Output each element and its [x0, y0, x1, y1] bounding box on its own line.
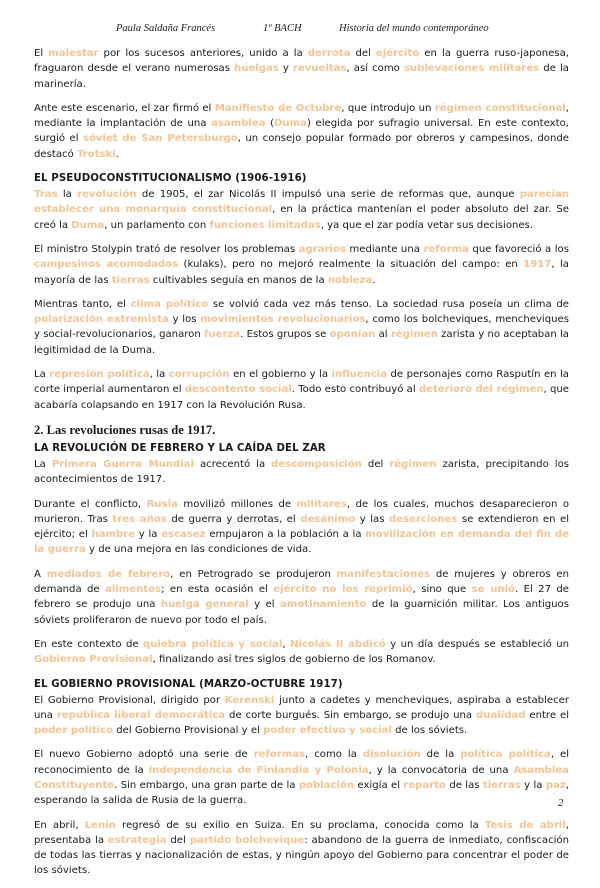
text-run: regresó de su exilio en Suiza. En su proclama, conocida como la [115, 819, 485, 831]
highlighted-term: disolución [362, 749, 421, 761]
text-run: de las [445, 779, 483, 791]
highlighted-term: campesinos acomodados [34, 259, 179, 271]
text-run: , un parlamento con [104, 219, 210, 231]
text-run: zarista y no aceptaban la legitimidad de la Duma. [34, 329, 569, 356]
highlighted-term: Duma [71, 219, 105, 231]
text-run: entre el [525, 709, 569, 721]
highlighted-term: funciones limitadas [209, 219, 321, 231]
highlighted-term: deterioro del régimen [418, 384, 544, 396]
highlighted-term: huelga general [160, 599, 249, 611]
text-run: , que acabaría colapsando en 1917 con la Revolución Rusa. [34, 384, 569, 411]
highlighted-term: fuerza [204, 329, 241, 341]
text-run: en el gobierno y la [229, 369, 332, 381]
text-run: , mediante la implantación de una [34, 102, 569, 130]
highlighted-term: partido bolchevique [189, 834, 305, 846]
highlighted-term: dualidad [476, 709, 526, 721]
text-run: . Todo esto contribuyó al [291, 384, 419, 396]
highlighted-term: movilización en demanda del fin de la guerra [34, 529, 569, 556]
text-run: , esperando la salida de Rusia de la guerra. [34, 779, 569, 807]
highlighted-term: Kerenski [224, 694, 275, 706]
text-run: por los sucesos anteriores, unido a la [98, 48, 308, 59]
text-run: El [34, 48, 49, 59]
text-run: y los [168, 314, 201, 326]
highlighted-term: deserciones [389, 513, 458, 525]
highlighted-term: revueltas [292, 63, 347, 75]
paragraph [34, 497, 569, 558]
highlighted-term: Asamblea Constituyente [34, 764, 569, 791]
highlighted-term: polarización extremista [34, 314, 169, 326]
text-run: , en Petrogrado se produjeron [170, 568, 337, 580]
highlighted-term: asamblea [211, 118, 266, 130]
text-run: la [57, 189, 78, 201]
highlighted-term: reforma [423, 243, 469, 255]
text-run: al [375, 329, 391, 341]
highlighted-term: alimentos [105, 584, 162, 596]
text-run: , finalizando así tres siglos de gobierno de los Romanov. [152, 654, 436, 666]
highlighted-term: clima político [130, 298, 209, 310]
text-run: En abril, [34, 819, 85, 831]
text-run: del [361, 458, 390, 470]
text-run: que favoreció a los [468, 243, 569, 255]
highlighted-term: revolución [77, 189, 137, 201]
highlighted-term: represión política [49, 369, 150, 381]
paragraph [34, 101, 569, 162]
highlighted-term: Lenin [84, 819, 116, 831]
text-run: La [34, 369, 50, 381]
highlighted-term: Nicolás II abdicó [290, 638, 386, 650]
highlighted-term: oponían [329, 329, 376, 341]
text-run: de guerra y derrotas, el [166, 513, 301, 525]
subsection-heading: EL PSEUDOCONSTITUCIONALISMO (1906-1916) [34, 173, 307, 185]
text-run: Ante este escenario, el zar firmó el [34, 102, 215, 114]
highlighted-term: mediados de febrero [46, 568, 171, 580]
text-run: La [34, 458, 52, 470]
text-run: se volvió cada vez más tenso. La sociedad rusa poseía un clima de [208, 298, 569, 310]
text-run: Durante el conflicto, [34, 498, 147, 510]
paragraph [34, 693, 569, 739]
text-run: , así como [346, 63, 404, 75]
text-run: , en la práctica mantenían el poder absoluto del zar. Se creó la [34, 204, 570, 231]
text-run: , y la convocatoria de una [368, 764, 514, 776]
highlighted-term: república liberal democrática [56, 709, 226, 721]
highlighted-term: régimen constitucional [434, 102, 566, 114]
paragraph [34, 242, 569, 288]
highlighted-term: Primera Guerra Mundial [51, 458, 194, 470]
paragraph [34, 818, 569, 879]
text-run: . [372, 274, 376, 286]
text-run: movilizó millones de [177, 498, 297, 510]
highlighted-term: agrarios [298, 243, 346, 255]
text-run: de personajes como Rasputín en la corte imperial aumentaron el [34, 369, 569, 396]
text-run: de mujeres y obreros en demanda de [34, 568, 570, 596]
text-run: del [350, 48, 376, 59]
text-run: de la guarnición militar. Los antiguos sóviets proliferaron de nuevo por todo el país. [34, 599, 569, 626]
text-run: y la [135, 529, 162, 541]
highlighted-term: movimientos revolucionarios [200, 314, 366, 326]
highlighted-term: régimen [389, 458, 437, 470]
highlighted-term: tierras [482, 779, 521, 791]
text-run: de la [420, 749, 461, 761]
text-run: y el [248, 599, 281, 611]
highlighted-term: 1917 [523, 259, 552, 271]
highlighted-term: ejército no los reprimió [273, 584, 413, 596]
highlighted-term: poder efectivo y social [263, 725, 392, 737]
text-run: , como la [305, 749, 363, 761]
paragraph [34, 297, 569, 358]
text-run: El nuevo Gobierno adoptó una serie de [34, 749, 254, 761]
header-course: 1º BACH [263, 23, 302, 34]
highlighted-term: política política [460, 749, 551, 761]
text-run: mediante una [345, 243, 424, 255]
document-body [34, 46, 569, 888]
text-run: zarista, precipitando los acontecimientos de 1917. [34, 458, 570, 486]
highlighted-term: malestar [48, 48, 99, 59]
text-run: empujaron a la población a la [205, 529, 366, 541]
text-run: en la guerra ruso-japonesa, fraguaron desde el verano numerosas [34, 48, 570, 75]
paragraph [34, 567, 569, 628]
text-run: (kulaks), pero no mejoró realmente la situación del campo: en [178, 259, 524, 271]
highlighted-term: estrategia [107, 834, 167, 846]
highlighted-term: nobleza [327, 274, 373, 286]
text-run: de los sóviets. [391, 725, 468, 737]
text-run: . El 27 de febrero se produjo una [34, 584, 569, 611]
text-run: ) elegida por sufragio universal. En este contexto, surgió el [34, 118, 569, 145]
text-run: . Sin embargo, una gran parte de la [114, 779, 299, 791]
page-number: 2 [558, 798, 564, 809]
text-run: , presentaba la [34, 819, 569, 846]
text-run: del [166, 834, 190, 846]
text-run: cultivables seguía en manos de la [149, 274, 328, 286]
text-run: exigía el [354, 779, 404, 791]
highlighted-term: paz [545, 779, 566, 791]
text-run: de corte burgués. Sin embargo, se produjo una [225, 709, 477, 721]
highlighted-term: independencia de Finlandia y Polonia [148, 764, 369, 776]
text-run: de la marinería. [34, 63, 569, 90]
text-run: junto a cadetes y mencheviques, aspiraba a establecer una [34, 694, 569, 721]
text-run: y un día después se estableció un [385, 638, 569, 650]
highlighted-term: tierras [111, 274, 150, 286]
paragraph [34, 637, 569, 668]
highlighted-term: quiebra política y social [143, 638, 283, 650]
section-heading: 2. Las revoluciones rusas de 1917. [34, 422, 216, 437]
highlighted-term: amotinamiento [280, 599, 367, 611]
highlighted-term: Tras [34, 189, 58, 201]
highlighted-term: descomposición [271, 458, 362, 470]
highlighted-term: régimen [390, 329, 438, 341]
text-run: . Estos grupos se [240, 329, 330, 341]
highlighted-term: derrota [307, 48, 351, 59]
text-run: y la [520, 779, 546, 791]
highlighted-term: población [298, 779, 355, 791]
highlighted-term: sóviet de San Petersburgo [82, 133, 238, 145]
highlighted-term: corrupción [168, 369, 230, 381]
paragraph [34, 367, 569, 413]
highlighted-term: militares [296, 498, 347, 510]
highlighted-term: hambre [91, 529, 136, 541]
paragraph [34, 747, 569, 808]
highlighted-term: Gobierno Provisional [34, 654, 153, 666]
highlighted-term: poder político [34, 725, 114, 737]
text-run: del Gobierno Provisional y el [113, 725, 264, 737]
text-run: ( [265, 118, 275, 130]
highlighted-term: desánimo [300, 513, 356, 525]
text-run: y de una mejora en las condiciones de vida. [85, 544, 312, 556]
text-run: y las [355, 513, 390, 525]
highlighted-term: Duma [274, 118, 307, 130]
highlighted-term: parecían establecer una monarquía constitucional [34, 189, 569, 216]
text-run: , sino que [412, 584, 472, 596]
page-header [116, 23, 489, 34]
highlighted-term: descontento social [184, 384, 292, 396]
text-run: : abandono de la guerra de inmediato, confiscación de todas las tierras y nacionalización de estas, y ningún apoyo del Gobierno para concentrar el poder de los sóviets. [34, 834, 570, 877]
text-run: acrecentó la [193, 458, 272, 470]
text-run: El ministro Stolypin trató de resolver los problemas [34, 243, 299, 255]
highlighted-term: Trotski [76, 148, 116, 160]
text-run: . [115, 148, 119, 160]
text-run: , [282, 638, 291, 650]
highlighted-term: sublevaciones militares [403, 63, 540, 75]
text-run: En este contexto de [34, 638, 144, 650]
paragraph [34, 46, 569, 92]
header-subject: Historia del mundo contemporáneo [339, 23, 489, 34]
text-run: , que introdujo un [341, 102, 435, 114]
text-run: , ya que el zar podía vetar sus decisiones. [320, 219, 534, 231]
highlighted-term: Tesis de abril [484, 819, 566, 831]
text-run: , un consejo popular formado por obreros y campesinos, donde destacó [34, 133, 569, 160]
subsection-heading: LA REVOLUCIÓN DE FEBRERO Y LA CAÍDA DEL ZAR [34, 442, 326, 454]
text-run: ; en esta ocasión el [161, 584, 274, 596]
text-run: El Gobierno Provisional, dirigido por [34, 694, 225, 706]
highlighted-term: Rusia [146, 498, 178, 510]
highlighted-term: escasez [161, 529, 206, 541]
highlighted-term: reparto [403, 779, 446, 791]
text-run: Mientras tanto, el [34, 298, 131, 310]
text-run: A [34, 568, 47, 580]
header-author: Paula Saldaña Francés [116, 23, 216, 34]
highlighted-term: tres años [112, 513, 167, 525]
text-run: se extendieron en el ejército; el [34, 513, 570, 541]
highlighted-term: huelgas [234, 63, 279, 75]
text-run: , como los bolcheviques, mencheviques y social-revolucionarios, ganaron [34, 314, 569, 341]
text-run: , el reconocimiento de la [34, 749, 569, 776]
highlighted-term: ejército [375, 48, 420, 59]
text-run: de 1905, el zar Nicolás II impulsó una serie de reformas que, aunque [136, 189, 520, 201]
paragraph [34, 457, 569, 488]
text-run: , la [149, 369, 169, 381]
paragraph [34, 187, 569, 233]
text-run: , de los cuales, muchos desaparecieron o murieron. Tras [34, 498, 570, 525]
highlighted-term: manifestaciones [336, 568, 431, 580]
highlighted-term: reformas [253, 749, 306, 761]
highlighted-term: Manifiesto de Octubre [214, 102, 342, 114]
text-run: y [278, 63, 293, 75]
highlighted-term: se unió [471, 584, 515, 596]
text-run: , la mayoría de las [34, 259, 569, 286]
highlighted-term: influencia [331, 369, 388, 381]
subsection-heading: EL GOBIERNO PROVISIONAL (MARZO-OCTUBRE 1917) [34, 678, 343, 690]
